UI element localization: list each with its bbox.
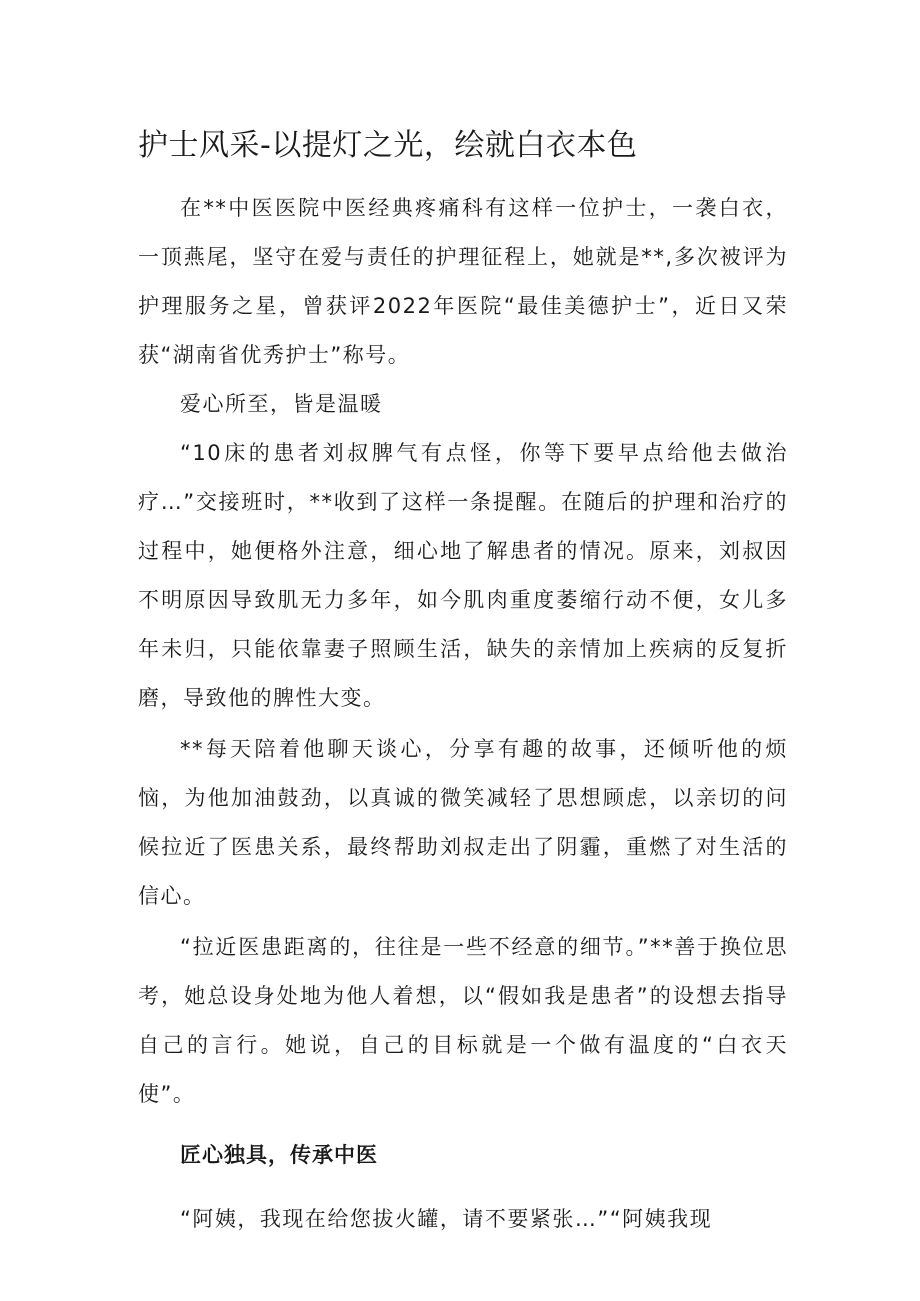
paragraph-daily-care: **每天陪着他聊天谈心，分享有趣的故事，还倾听他的烦恼，为他加油鼓劲，以真诚的微笑减轻了思想顾虑，以亲切的问候拉近了医患关系，最终帮助刘叔走出了阴霾，重燃了对生活的信心。	[138, 737, 788, 908]
section-heading-tcm: 匠心独具，传承中医	[180, 1143, 378, 1167]
paragraph-bed-10: “10床的患者刘叔脾气有点怪，你等下要早点给他去做治疗…”交接班时，**收到了这样一条提醒。在随后的护理和治疗的过程中，她便格外注意，细心地了解患者的情况。原来，刘叔因不明原因导致肌无力多年，如今肌肉重度萎缩行动不便，女儿多年未归，只能依靠妻子照顾生活，缺失的亲情加上疾病的反复折磨，导致他的脾性大变。	[138, 441, 788, 710]
paragraph-intro: 在**中医医院中医经典疼痛科有这样一位护士，一袭白衣，一顶燕尾，坚守在爱与责任的护理征程上，她就是**,多次被评为护理服务之星，曾获评2022年医院“最佳美德护士”，近日又荣获“湖南省优秀护士”称号。	[138, 196, 788, 367]
paragraph-details: “拉近医患距离的，往往是一些不经意的细节。”**善于换位思考，她总设身处地为他人着想，以“假如我是患者”的设想去指导自己的言行。她说，自己的目标就是一个做有温度的“白衣天使”。	[138, 935, 788, 1106]
subheading-love: 爱心所至，皆是温暖	[180, 392, 383, 416]
paragraph-cupping: “阿姨，我现在给您拔火罐，请不要紧张…”“阿姨我现	[180, 1207, 713, 1231]
article-title: 护士风采-以提灯之光，绘就白衣本色	[138, 128, 638, 163]
